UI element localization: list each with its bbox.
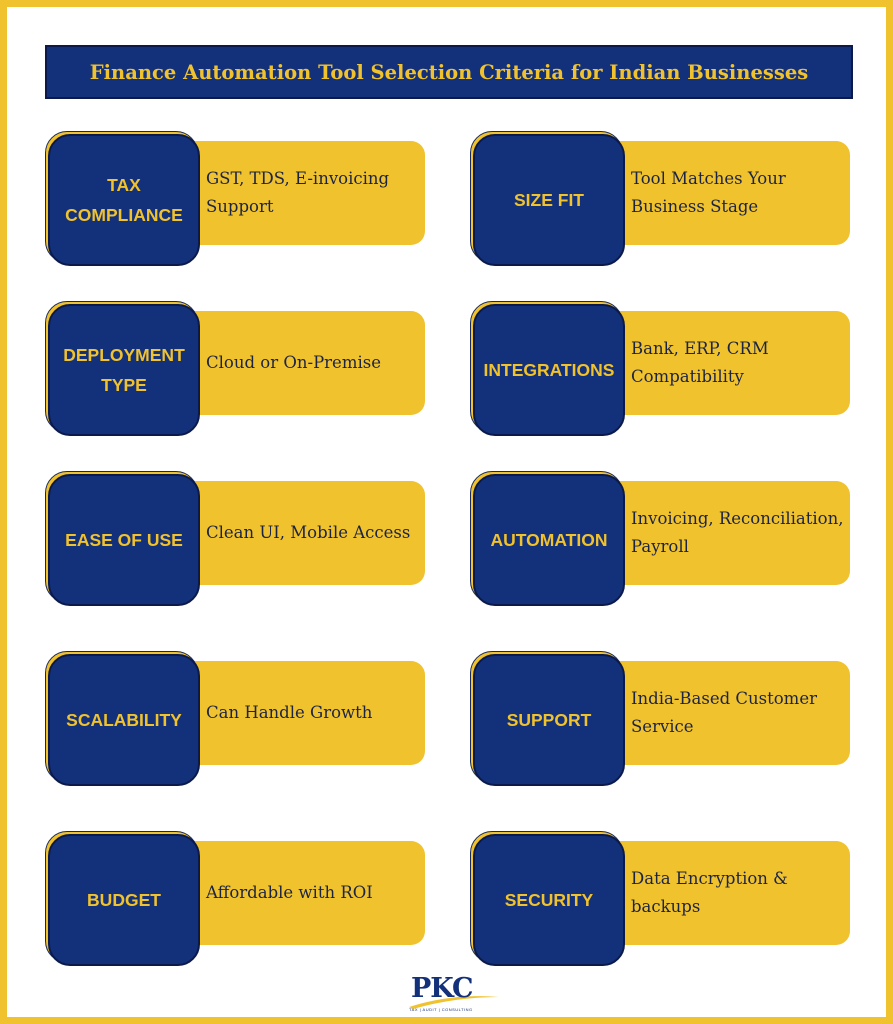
criteria-card-integrations: [470, 301, 852, 445]
card-heading: [473, 834, 625, 966]
card-description: [631, 661, 853, 765]
criteria-card-ease-of-use: [45, 471, 427, 615]
card-description-text: Clean UI, Mobile Access: [206, 523, 411, 542]
card-description-text: Invoicing, Reconciliation, Payroll: [631, 509, 844, 556]
card-description: [631, 141, 853, 245]
criteria-card-deployment-type: [45, 301, 427, 445]
card-description: [631, 311, 853, 415]
card-description-text: Tool Matches Your Business Stage: [631, 169, 786, 216]
card-heading-text: SCALABILITY: [66, 710, 182, 730]
criteria-card-scalability: [45, 651, 427, 795]
pkc-logo: [403, 973, 503, 1019]
card-description-text: Data Encryption & backups: [631, 869, 788, 916]
logo-text: PKC: [411, 973, 473, 1004]
criteria-card-support: [470, 651, 852, 795]
card-heading: [473, 134, 625, 266]
card-description-text: Affordable with ROI: [206, 883, 373, 902]
card-heading: [473, 304, 625, 436]
card-description: [206, 841, 428, 945]
card-description-text: Cloud or On-Premise: [206, 353, 381, 372]
card-heading-text: INTEGRATIONS: [483, 360, 615, 380]
card-heading: [48, 654, 200, 786]
card-heading: [48, 134, 200, 266]
card-heading-text: SECURITY: [504, 890, 594, 910]
card-heading-text: SIZE FIT: [514, 190, 584, 210]
card-heading-text: AUTOMATION: [490, 530, 608, 550]
criteria-card-budget: [45, 831, 427, 975]
card-description: [206, 311, 428, 415]
page-title: Finance Automation Tool Selection Criteria for Indian Businesses: [45, 45, 853, 99]
card-description-text: Can Handle Growth: [206, 703, 373, 722]
card-heading-text: DEPLOYMENT TYPE: [63, 345, 185, 395]
card-description: [206, 481, 428, 585]
card-description: [631, 841, 853, 945]
card-heading-text: EASE OF USE: [65, 530, 183, 550]
card-description-text: Bank, ERP, CRM Compatibility: [631, 339, 769, 386]
card-heading: [473, 474, 625, 606]
card-heading-text: SUPPORT: [506, 710, 592, 730]
card-heading: [48, 474, 200, 606]
criteria-card-size-fit: [470, 131, 852, 275]
card-description: [206, 141, 428, 245]
criteria-card-tax-compliance: [45, 131, 427, 275]
card-heading-text: TAX COMPLIANCE: [65, 175, 183, 225]
card-heading: [473, 654, 625, 786]
card-description: [206, 661, 428, 765]
card-description-text: GST, TDS, E-invoicing Support: [206, 169, 390, 216]
logo-tagline: TAX | AUDIT | CONSULTING: [409, 1007, 473, 1012]
card-description-text: India-Based Customer Service: [631, 689, 817, 736]
card-description: [631, 481, 853, 585]
card-heading-text: BUDGET: [87, 890, 161, 910]
criteria-card-security: [470, 831, 852, 975]
criteria-card-automation: [470, 471, 852, 615]
card-heading: [48, 834, 200, 966]
card-heading: [48, 304, 200, 436]
